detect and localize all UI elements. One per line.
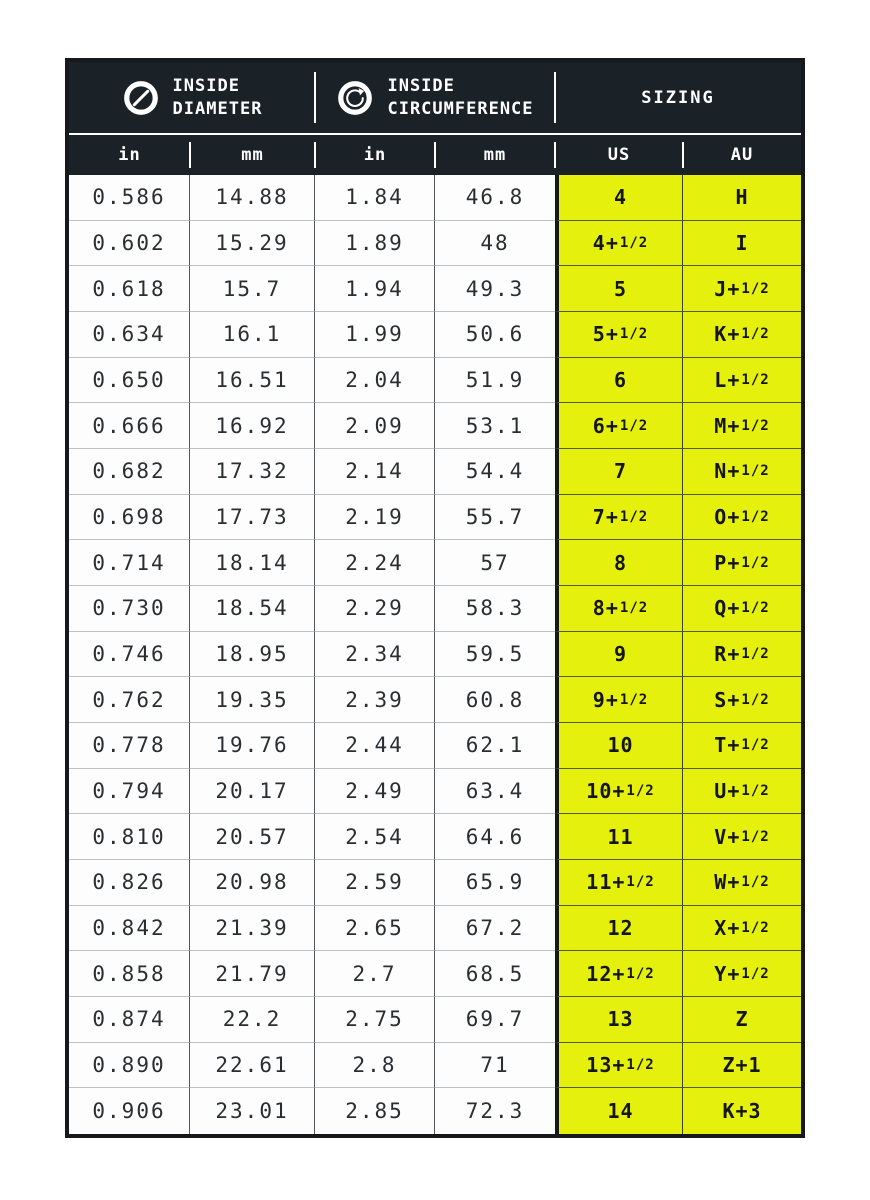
cell-us-size bbox=[555, 495, 683, 541]
table-row bbox=[69, 495, 801, 541]
us-size-value: 12 bbox=[607, 915, 634, 940]
cell-diameter-mm: 14.88 bbox=[190, 175, 315, 221]
us-size-value: 7 bbox=[613, 459, 628, 484]
cell-circumference-in: 2.44 bbox=[315, 723, 435, 769]
cell-circumference-mm: 59.5 bbox=[435, 632, 555, 678]
cell-circumference-mm: 65.9 bbox=[435, 860, 555, 906]
us-size-value: 11 bbox=[607, 824, 634, 849]
cell-diameter-mm: 20.57 bbox=[190, 814, 315, 860]
cell-us-size bbox=[555, 586, 683, 632]
cell-diameter-mm: 16.1 bbox=[190, 312, 315, 358]
us-size-fraction: 1/2 bbox=[619, 600, 649, 617]
cell-us-size bbox=[555, 358, 683, 404]
cell-au-size bbox=[683, 495, 801, 541]
cell-diameter-mm: 18.54 bbox=[190, 586, 315, 632]
us-size-value: 4+ bbox=[592, 230, 619, 255]
au-size-value: Y+ bbox=[714, 961, 741, 986]
au-size-value: O+ bbox=[714, 504, 741, 529]
cell-diameter-in: 0.618 bbox=[69, 266, 190, 312]
us-size-value: 13 bbox=[607, 1007, 634, 1032]
cell-circumference-in: 1.89 bbox=[315, 221, 435, 267]
cell-au-size bbox=[683, 175, 801, 221]
au-size-fraction: 1/2 bbox=[741, 463, 770, 480]
header-label-inside-diameter: INSIDE DIAMETER bbox=[172, 76, 263, 119]
cell-us-size bbox=[555, 951, 683, 997]
us-size-value: 4 bbox=[613, 185, 628, 210]
us-size-fraction: 1/2 bbox=[619, 326, 649, 343]
cell-au-size bbox=[683, 403, 801, 449]
au-size-fraction: 1/2 bbox=[741, 600, 770, 617]
au-size-fraction: 1/2 bbox=[741, 691, 770, 708]
us-size-fraction: 1/2 bbox=[626, 1056, 655, 1073]
cell-circumference-in: 2.85 bbox=[315, 1088, 435, 1134]
cell-us-size bbox=[555, 906, 683, 952]
cell-diameter-mm: 21.39 bbox=[190, 906, 315, 952]
au-size-value: I bbox=[735, 230, 749, 255]
au-size-fraction: 1/2 bbox=[741, 965, 770, 982]
us-size-fraction: 1/2 bbox=[626, 782, 655, 799]
au-size-fraction: 1/2 bbox=[741, 554, 770, 571]
column-divider bbox=[434, 142, 436, 168]
cell-us-size bbox=[555, 723, 683, 769]
cell-au-size bbox=[683, 221, 801, 267]
table-row bbox=[69, 221, 801, 267]
cell-circumference-mm: 72.3 bbox=[435, 1088, 555, 1134]
column-header-diameter-mm: mm bbox=[241, 145, 264, 165]
cell-au-size bbox=[683, 814, 801, 860]
table-row bbox=[69, 677, 801, 723]
cell-circumference-in: 2.39 bbox=[315, 677, 435, 723]
cell-circumference-in: 1.94 bbox=[315, 266, 435, 312]
cell-diameter-in: 0.602 bbox=[69, 221, 190, 267]
us-size-value: 12+ bbox=[586, 961, 626, 986]
cell-circumference-in: 2.19 bbox=[315, 495, 435, 541]
cell-diameter-in: 0.826 bbox=[69, 860, 190, 906]
au-size-value: M+ bbox=[714, 413, 741, 438]
column-header-circumference-mm: mm bbox=[483, 145, 507, 165]
cell-us-size bbox=[555, 997, 683, 1043]
cell-circumference-in: 2.14 bbox=[315, 449, 435, 495]
cell-circumference-mm: 67.2 bbox=[435, 906, 555, 952]
us-size-value: 5 bbox=[613, 276, 628, 301]
cell-circumference-mm: 49.3 bbox=[435, 266, 555, 312]
cell-au-size bbox=[683, 769, 801, 815]
us-size-fraction: 1/2 bbox=[619, 417, 649, 434]
cell-diameter-in: 0.810 bbox=[69, 814, 190, 860]
cell-circumference-in: 2.75 bbox=[315, 997, 435, 1043]
cell-diameter-mm: 20.17 bbox=[190, 769, 315, 815]
cell-diameter-mm: 21.79 bbox=[190, 951, 315, 997]
cell-circumference-mm: 58.3 bbox=[435, 586, 555, 632]
cell-circumference-in: 2.24 bbox=[315, 540, 435, 586]
table-row bbox=[69, 632, 801, 678]
cell-diameter-mm: 22.2 bbox=[190, 997, 315, 1043]
column-header-us: US bbox=[607, 145, 631, 165]
table-row bbox=[69, 586, 801, 632]
cell-diameter-in: 0.634 bbox=[69, 312, 190, 358]
table-row bbox=[69, 175, 801, 221]
table-body bbox=[69, 175, 801, 1134]
au-size-fraction: 1/2 bbox=[741, 508, 770, 525]
cell-us-size bbox=[555, 266, 683, 312]
cell-circumference-mm: 54.4 bbox=[435, 449, 555, 495]
cell-au-size bbox=[683, 997, 801, 1043]
us-size-value: 7+ bbox=[592, 504, 619, 529]
cell-circumference-in: 2.09 bbox=[315, 403, 435, 449]
table-row bbox=[69, 266, 801, 312]
cell-diameter-in: 0.874 bbox=[69, 997, 190, 1043]
cell-diameter-mm: 18.14 bbox=[190, 540, 315, 586]
cell-diameter-in: 0.842 bbox=[69, 906, 190, 952]
cell-au-size bbox=[683, 540, 801, 586]
us-size-value: 10+ bbox=[586, 778, 626, 803]
us-size-fraction: 1/2 bbox=[619, 508, 649, 525]
cell-au-size bbox=[683, 358, 801, 404]
au-size-fraction: 1/2 bbox=[741, 417, 770, 434]
us-size-value: 8 bbox=[613, 550, 628, 575]
au-size-fraction: 1/2 bbox=[741, 828, 770, 845]
au-size-value: P+ bbox=[714, 550, 741, 575]
au-size-fraction: 1/2 bbox=[741, 280, 770, 297]
au-size-fraction: 1/2 bbox=[741, 737, 770, 754]
table-row bbox=[69, 358, 801, 404]
cell-diameter-in: 0.906 bbox=[69, 1088, 190, 1134]
cell-au-size bbox=[683, 1043, 801, 1089]
table-row bbox=[69, 540, 801, 586]
cell-circumference-in: 2.59 bbox=[315, 860, 435, 906]
cell-circumference-mm: 46.8 bbox=[435, 175, 555, 221]
au-size-value: T+ bbox=[714, 733, 741, 758]
cell-au-size bbox=[683, 266, 801, 312]
us-size-fraction: 1/2 bbox=[619, 691, 649, 708]
cell-us-size bbox=[555, 632, 683, 678]
cell-circumference-in: 2.8 bbox=[315, 1043, 435, 1089]
cell-circumference-mm: 63.4 bbox=[435, 769, 555, 815]
header-label-inside-circumference: INSIDE CIRCUMFERENCE bbox=[387, 76, 534, 119]
au-size-value: K+3 bbox=[722, 1099, 762, 1124]
cell-circumference-in: 2.29 bbox=[315, 586, 435, 632]
cell-au-size bbox=[683, 723, 801, 769]
cell-circumference-mm: 69.7 bbox=[435, 997, 555, 1043]
us-size-fraction: 1/2 bbox=[626, 874, 655, 891]
cell-au-size bbox=[683, 632, 801, 678]
cell-diameter-mm: 18.95 bbox=[190, 632, 315, 678]
cell-diameter-in: 0.586 bbox=[69, 175, 190, 221]
cell-us-size bbox=[555, 1088, 683, 1134]
table-row bbox=[69, 723, 801, 769]
cell-au-size bbox=[683, 586, 801, 632]
column-divider bbox=[189, 142, 191, 168]
cell-diameter-mm: 16.92 bbox=[190, 403, 315, 449]
au-size-fraction: 1/2 bbox=[741, 874, 770, 891]
cell-circumference-in: 2.54 bbox=[315, 814, 435, 860]
header-group-circumference bbox=[315, 75, 555, 119]
header-label-sizing: SIZING bbox=[641, 87, 715, 108]
ring-size-chart bbox=[65, 58, 805, 1138]
cell-us-size bbox=[555, 403, 683, 449]
cell-au-size bbox=[683, 312, 801, 358]
cell-diameter-in: 0.682 bbox=[69, 449, 190, 495]
us-size-fraction: 1/2 bbox=[626, 965, 655, 982]
au-size-fraction: 1/2 bbox=[741, 919, 770, 936]
cell-au-size bbox=[683, 951, 801, 997]
cell-circumference-mm: 62.1 bbox=[435, 723, 555, 769]
cell-diameter-mm: 19.35 bbox=[190, 677, 315, 723]
cell-diameter-in: 0.650 bbox=[69, 358, 190, 404]
circumference-icon bbox=[336, 79, 374, 117]
cell-us-size bbox=[555, 540, 683, 586]
au-size-value: Z bbox=[735, 1007, 749, 1032]
us-size-value: 9+ bbox=[592, 687, 619, 712]
cell-circumference-mm: 64.6 bbox=[435, 814, 555, 860]
cell-circumference-in: 2.65 bbox=[315, 906, 435, 952]
us-size-value: 14 bbox=[607, 1099, 634, 1124]
cell-circumference-mm: 68.5 bbox=[435, 951, 555, 997]
cell-us-size bbox=[555, 860, 683, 906]
au-size-fraction: 1/2 bbox=[741, 645, 770, 662]
cell-circumference-mm: 51.9 bbox=[435, 358, 555, 404]
cell-circumference-mm: 53.1 bbox=[435, 403, 555, 449]
column-divider bbox=[314, 142, 316, 168]
cell-circumference-mm: 71 bbox=[435, 1043, 555, 1089]
cell-us-size bbox=[555, 175, 683, 221]
column-header-diameter-in: in bbox=[118, 145, 141, 165]
cell-diameter-in: 0.762 bbox=[69, 677, 190, 723]
us-size-value: 10 bbox=[607, 733, 634, 758]
au-size-fraction: 1/2 bbox=[741, 782, 770, 799]
table-row bbox=[69, 906, 801, 952]
cell-diameter-mm: 19.76 bbox=[190, 723, 315, 769]
cell-circumference-mm: 48 bbox=[435, 221, 555, 267]
table-row bbox=[69, 769, 801, 815]
au-size-value: H bbox=[735, 185, 749, 210]
cell-au-size bbox=[683, 906, 801, 952]
au-size-value: Q+ bbox=[714, 596, 741, 621]
cell-circumference-in: 2.34 bbox=[315, 632, 435, 678]
us-size-value: 13+ bbox=[586, 1052, 626, 1077]
cell-diameter-in: 0.858 bbox=[69, 951, 190, 997]
au-size-value: V+ bbox=[714, 824, 741, 849]
au-size-value: L+ bbox=[714, 367, 741, 392]
us-size-value: 6 bbox=[613, 367, 628, 392]
column-header-au: AU bbox=[730, 145, 754, 165]
cell-diameter-mm: 23.01 bbox=[190, 1088, 315, 1134]
table-row bbox=[69, 1088, 801, 1134]
au-size-value: S+ bbox=[714, 687, 741, 712]
cell-diameter-in: 0.794 bbox=[69, 769, 190, 815]
us-size-value: 11+ bbox=[586, 870, 626, 895]
table-row bbox=[69, 1043, 801, 1089]
cell-us-size bbox=[555, 312, 683, 358]
au-size-value: R+ bbox=[714, 641, 741, 666]
header-divider bbox=[314, 72, 316, 123]
au-size-value: N+ bbox=[714, 459, 741, 484]
table-row bbox=[69, 449, 801, 495]
au-size-value: W+ bbox=[714, 870, 741, 895]
cell-diameter-mm: 22.61 bbox=[190, 1043, 315, 1089]
cell-diameter-in: 0.666 bbox=[69, 403, 190, 449]
table-row bbox=[69, 312, 801, 358]
cell-diameter-mm: 15.29 bbox=[190, 221, 315, 267]
au-size-fraction: 1/2 bbox=[741, 326, 770, 343]
table-row bbox=[69, 997, 801, 1043]
us-size-fraction: 1/2 bbox=[619, 234, 649, 251]
column-header-row bbox=[69, 135, 801, 175]
cell-us-size bbox=[555, 814, 683, 860]
au-size-value: Z+1 bbox=[722, 1052, 762, 1077]
header-group-diameter bbox=[69, 75, 315, 119]
cell-circumference-mm: 60.8 bbox=[435, 677, 555, 723]
cell-diameter-in: 0.746 bbox=[69, 632, 190, 678]
cell-us-size bbox=[555, 1043, 683, 1089]
cell-circumference-mm: 50.6 bbox=[435, 312, 555, 358]
cell-diameter-mm: 17.73 bbox=[190, 495, 315, 541]
table-row bbox=[69, 814, 801, 860]
au-size-value: J+ bbox=[714, 276, 741, 301]
cell-us-size bbox=[555, 449, 683, 495]
us-size-value: 5+ bbox=[592, 322, 619, 347]
cell-circumference-in: 2.04 bbox=[315, 358, 435, 404]
cell-au-size bbox=[683, 449, 801, 495]
cell-diameter-in: 0.778 bbox=[69, 723, 190, 769]
us-size-value: 8+ bbox=[592, 596, 619, 621]
cell-circumference-in: 1.99 bbox=[315, 312, 435, 358]
column-header-circumference-in: in bbox=[363, 145, 387, 165]
cell-us-size bbox=[555, 769, 683, 815]
diameter-icon bbox=[122, 79, 160, 117]
column-divider bbox=[682, 142, 684, 168]
au-size-value: X+ bbox=[714, 915, 741, 940]
cell-us-size bbox=[555, 677, 683, 723]
au-size-value: K+ bbox=[714, 322, 741, 347]
column-divider bbox=[554, 142, 556, 168]
table-header bbox=[69, 62, 801, 133]
au-size-value: U+ bbox=[714, 778, 741, 803]
cell-diameter-in: 0.698 bbox=[69, 495, 190, 541]
cell-diameter-mm: 16.51 bbox=[190, 358, 315, 404]
cell-diameter-in: 0.714 bbox=[69, 540, 190, 586]
cell-diameter-mm: 15.7 bbox=[190, 266, 315, 312]
cell-au-size bbox=[683, 860, 801, 906]
cell-circumference-in: 2.7 bbox=[315, 951, 435, 997]
us-size-value: 9 bbox=[613, 641, 628, 666]
cell-diameter-mm: 20.98 bbox=[190, 860, 315, 906]
cell-circumference-mm: 55.7 bbox=[435, 495, 555, 541]
cell-circumference-mm: 57 bbox=[435, 540, 555, 586]
table-row bbox=[69, 403, 801, 449]
cell-circumference-in: 2.49 bbox=[315, 769, 435, 815]
cell-au-size bbox=[683, 677, 801, 723]
cell-diameter-in: 0.730 bbox=[69, 586, 190, 632]
cell-us-size bbox=[555, 221, 683, 267]
au-size-fraction: 1/2 bbox=[741, 371, 770, 388]
cell-diameter-in: 0.890 bbox=[69, 1043, 190, 1089]
header-divider bbox=[554, 72, 556, 123]
cell-diameter-mm: 17.32 bbox=[190, 449, 315, 495]
table-row bbox=[69, 860, 801, 906]
cell-au-size bbox=[683, 1088, 801, 1134]
cell-circumference-in: 1.84 bbox=[315, 175, 435, 221]
table-row bbox=[69, 951, 801, 997]
us-size-value: 6+ bbox=[592, 413, 619, 438]
